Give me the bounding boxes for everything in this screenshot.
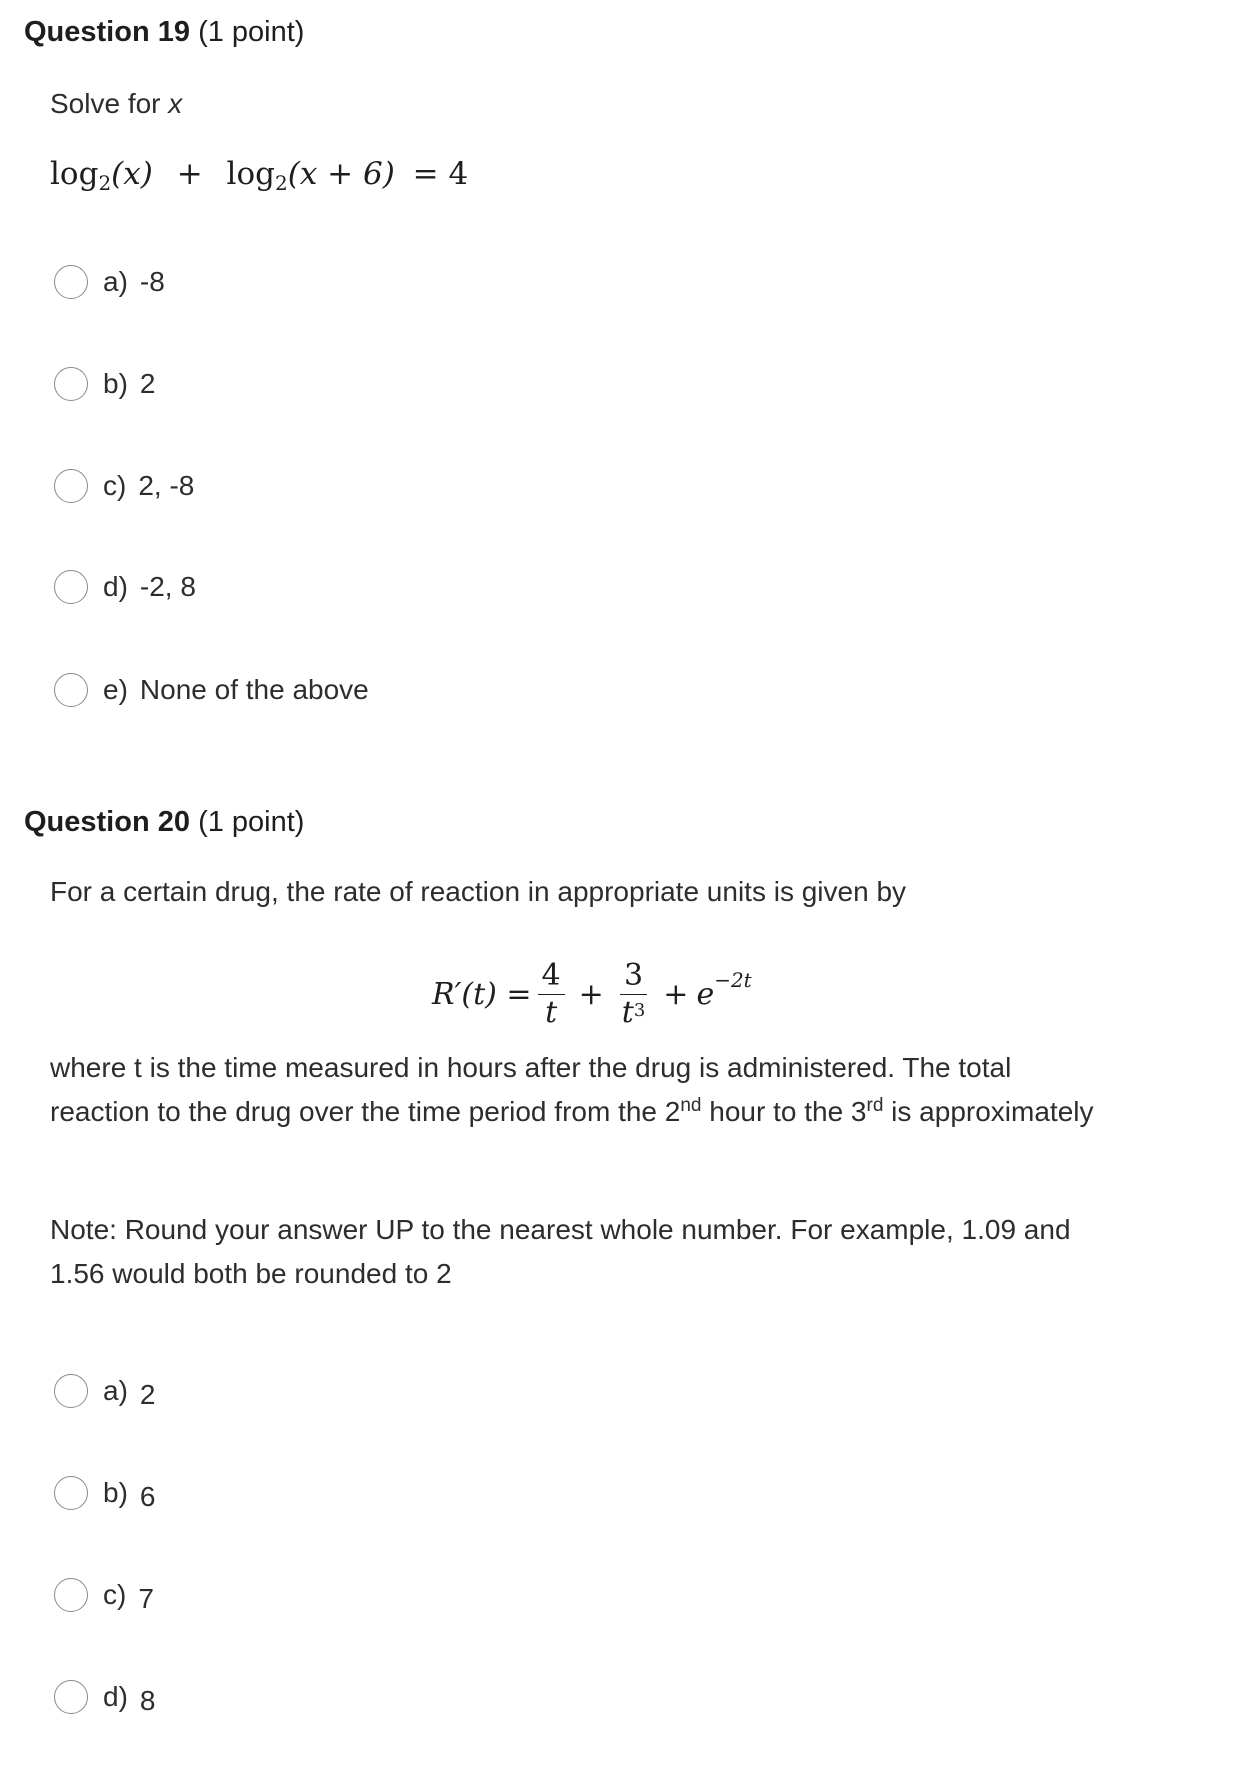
option-label bbox=[103, 368, 155, 400]
option-value: None of the above bbox=[139, 674, 369, 705]
body-text-1: where t is the time measured in hours after the drug is administered. The total reaction to the drug over the time period from the 2 bbox=[50, 1052, 1012, 1127]
radio-button[interactable] bbox=[54, 1578, 88, 1612]
radio-button[interactable] bbox=[54, 1374, 88, 1408]
log-base-1: 2 bbox=[98, 171, 112, 195]
prompt-variable: x bbox=[168, 88, 183, 119]
option-value: 2, -8 bbox=[138, 470, 195, 501]
option-value: -8 bbox=[139, 266, 165, 297]
option-value: 2 bbox=[139, 1379, 156, 1410]
prompt-text: Solve for bbox=[50, 88, 169, 119]
option-value: 6 bbox=[139, 1481, 156, 1512]
radio-button[interactable] bbox=[54, 367, 88, 401]
log-base-2: 2 bbox=[274, 171, 288, 195]
log-fn-2: log bbox=[226, 156, 275, 192]
q20-option-d[interactable] bbox=[54, 1680, 155, 1714]
question-20-points: (1 point) bbox=[198, 806, 305, 838]
option-letter: d) bbox=[103, 571, 128, 602]
q20-option-b[interactable] bbox=[54, 1476, 155, 1510]
option-letter: b) bbox=[103, 368, 128, 399]
fraction-denominator: t bbox=[545, 994, 558, 1030]
option-label bbox=[103, 266, 165, 298]
option-letter: c) bbox=[103, 1579, 127, 1610]
ordinal-nd: nd bbox=[680, 1095, 702, 1116]
q19-option-b[interactable] bbox=[54, 367, 155, 401]
option-value: -2, 8 bbox=[139, 571, 196, 602]
fraction-denominator bbox=[618, 995, 650, 1029]
question-19-label: Question 19 bbox=[24, 16, 190, 48]
radio-button[interactable] bbox=[54, 1680, 88, 1714]
question-19-prompt bbox=[50, 88, 182, 120]
body-text-2: hour to the 3 bbox=[701, 1096, 867, 1127]
q19-option-c[interactable] bbox=[54, 469, 194, 503]
denominator-exponent: 3 bbox=[633, 999, 646, 1021]
question-20-intro: For a certain drug, the rate of reaction in appropriate units is given by bbox=[50, 876, 907, 907]
q20-option-c[interactable] bbox=[54, 1578, 154, 1612]
exponential-base: e bbox=[696, 976, 715, 1012]
option-letter: a) bbox=[103, 1375, 128, 1406]
ordinal-rd: rd bbox=[866, 1095, 884, 1116]
option-letter: b) bbox=[103, 1477, 128, 1508]
fraction-4-over-t bbox=[538, 960, 565, 1028]
log-arg-1: (x) bbox=[111, 156, 153, 192]
question-19-title bbox=[24, 16, 304, 49]
option-label bbox=[103, 571, 196, 603]
equation-plus: + bbox=[578, 976, 604, 1012]
option-letter: d) bbox=[103, 1681, 128, 1712]
fraction-numerator: 3 bbox=[620, 960, 647, 995]
question-20-note: Note: Round your answer UP to the nearest whole number. For example, 1.09 and 1.56 would both be rounded to 2 bbox=[50, 1214, 1071, 1289]
radio-button[interactable] bbox=[54, 469, 88, 503]
equation-plus: + bbox=[176, 156, 203, 192]
option-label bbox=[103, 1681, 156, 1716]
option-value: 7 bbox=[138, 1583, 154, 1614]
equation-plus: + bbox=[663, 976, 689, 1012]
option-label bbox=[103, 674, 369, 706]
q19-option-e[interactable] bbox=[54, 673, 369, 707]
question-20-label: Question 20 bbox=[24, 806, 190, 838]
body-text-3: is approximately bbox=[883, 1096, 1094, 1127]
rate-lhs: R′(t) = bbox=[432, 976, 532, 1012]
option-value: 2 bbox=[139, 368, 156, 399]
exponential-exponent: −2t bbox=[714, 968, 752, 992]
q19-option-a[interactable] bbox=[54, 265, 165, 299]
option-label bbox=[103, 1477, 156, 1512]
denominator-base: t bbox=[621, 994, 634, 1030]
question-20-title bbox=[24, 806, 304, 839]
equation-equals: = 4 bbox=[412, 156, 469, 192]
option-value: 8 bbox=[139, 1685, 156, 1716]
radio-button[interactable] bbox=[54, 673, 88, 707]
rate-equation bbox=[432, 948, 752, 1040]
q20-option-a[interactable] bbox=[54, 1374, 155, 1408]
q19-option-d[interactable] bbox=[54, 570, 196, 604]
log-equation bbox=[50, 156, 468, 195]
option-letter: e) bbox=[103, 674, 128, 705]
fraction-3-over-t-cubed bbox=[618, 960, 650, 1028]
option-label bbox=[103, 470, 194, 502]
radio-button[interactable] bbox=[54, 265, 88, 299]
radio-button[interactable] bbox=[54, 570, 88, 604]
question-20-body bbox=[50, 1046, 1110, 1134]
log-arg-2: (x + 6) bbox=[287, 156, 395, 192]
question-19-points: (1 point) bbox=[198, 16, 305, 48]
radio-button[interactable] bbox=[54, 1476, 88, 1510]
log-fn-1: log bbox=[50, 156, 99, 192]
option-letter: c) bbox=[103, 470, 127, 501]
option-label bbox=[103, 1579, 154, 1614]
fraction-numerator: 4 bbox=[538, 960, 565, 995]
option-letter: a) bbox=[103, 266, 128, 297]
option-label bbox=[103, 1375, 156, 1410]
